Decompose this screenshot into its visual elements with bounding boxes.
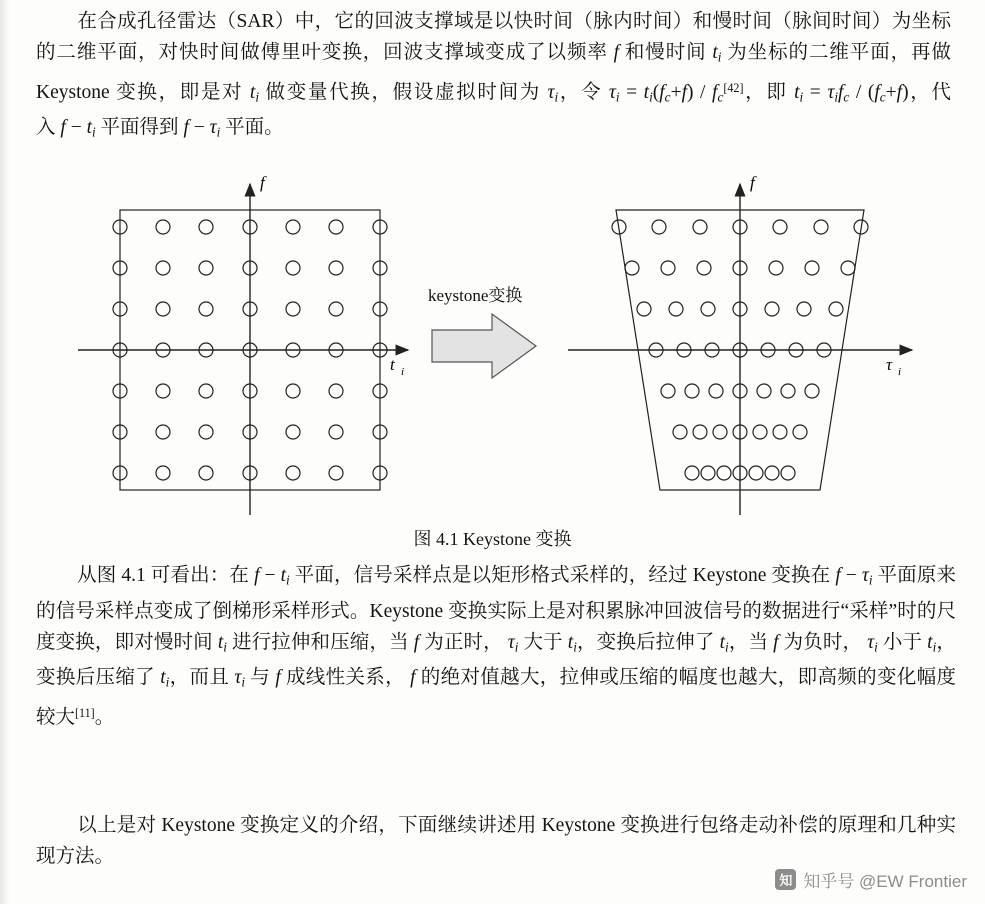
right-x-axis-label: τ bbox=[886, 355, 893, 374]
figure-svg bbox=[60, 170, 930, 530]
zhihu-logo-icon: 知 bbox=[775, 869, 796, 890]
left-x-axis-label: t bbox=[390, 355, 395, 374]
right-x-axis-label-sub: i bbox=[898, 366, 902, 378]
right-y-axis-label: f bbox=[750, 173, 755, 192]
figure-caption: 图 4.1 Keystone 变换 bbox=[413, 529, 572, 549]
figure-keystone-transform bbox=[60, 170, 930, 530]
watermark-text: 知乎号 @EW Frontier bbox=[803, 872, 967, 891]
right-diagram bbox=[568, 173, 912, 515]
left-y-axis-label: f bbox=[260, 173, 265, 192]
paragraph-bottom: 以上是对 Keystone 变换定义的介绍，下面继续讲述用 Keystone 变换进行包络走动补偿的原理和几种实现方法。 bbox=[36, 815, 956, 867]
left-diagram bbox=[78, 173, 408, 515]
transform-arrow bbox=[432, 314, 536, 378]
watermark bbox=[775, 867, 967, 892]
page-edge-shadow bbox=[0, 0, 10, 904]
paragraph-top: 在合成孔径雷达（SAR）中，它的回波支撑域是以快时间（脉内时间）和慢时间（脉间时间）为坐标的二维平面，对快时间做傅里叶变换，回波支撑域变成了以频率 f 和慢时间 $t_i$ 为坐标的二维平面，再做 Keystone 变换，即是对 $t_i$ 做变量代换，假设虚拟时间为 $\tau_i$，令 $\tau_i = t_i(f_c+f) / f_c[42]$，即 $t_i = \tau_if_c / (f_c+f)$，代入 $f - t_i$ 平面得到 $f - \tau_i$ 平面。 bbox=[36, 11, 951, 141]
left-x-axis-label-sub: i bbox=[401, 366, 405, 378]
transform-arrow-label: keystone变换 bbox=[428, 286, 523, 305]
paragraph-middle: 从图 4.1 可看出：在 $f - t_i$ 平面，信号采样点是以矩形格式采样的，经过 Keystone 变换在 $f - \tau_i$ 平面原来的信号采样点变成了倒梯形采样形式。Keystone 变换实际上是对积累脉冲回波信号的数据进行“采样”时的尺度变换，即对慢时间 $t_i$ 进行拉伸和压缩，当 f 为正时， $\tau_i$ 大于 $t_i$，变换后拉伸了 $t_i$，当 f 为负时， $\tau_i$ 小于 $t_i$，变换后压缩了 $t_i$，而且 $\tau_i$ 与 f 成线性关系， f 的绝对值越大，拉伸或压缩的幅度也越大，即高频的变化幅度较大[11]。 bbox=[36, 565, 956, 729]
